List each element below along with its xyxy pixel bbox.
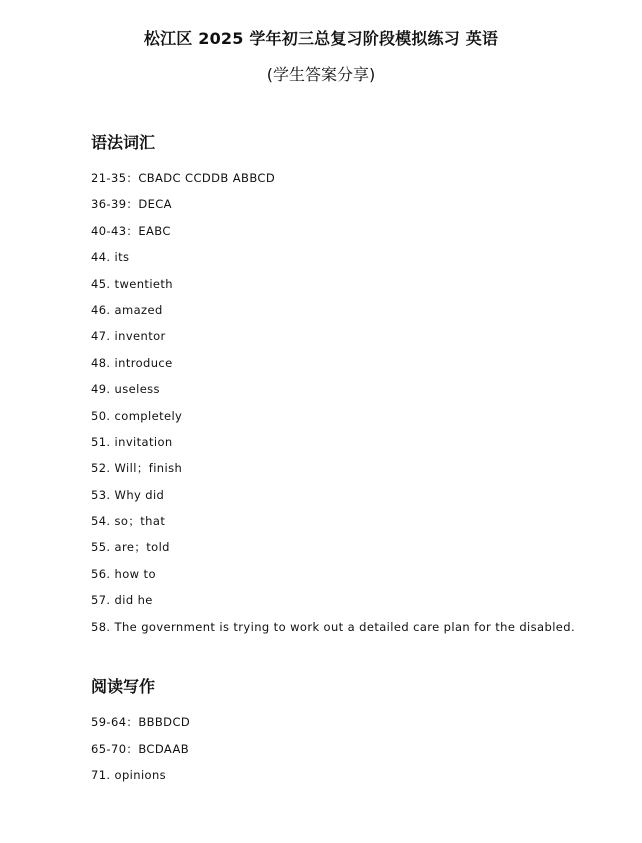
- answer-item: 52. Will；finish: [91, 461, 183, 476]
- section-heading-reading-writing: 阅读写作: [91, 677, 156, 696]
- answer-item: 54. so；that: [91, 514, 166, 529]
- answer-item: 51. invitation: [91, 434, 173, 449]
- answer-item: 36-39：DECA: [91, 197, 172, 212]
- reading-writing-answer-list: [91, 709, 190, 789]
- grammar-vocabulary-answer-list: [91, 165, 575, 640]
- answer-item: 71. opinions: [91, 768, 167, 782]
- section-heading-grammar-vocabulary: 语法词汇: [91, 133, 156, 152]
- answer-item: 58. The government is trying to work out a detailed care plan for the disabled.: [91, 619, 576, 634]
- answer-item: 49. useless: [91, 382, 160, 397]
- answer-item: 50. completely: [91, 408, 183, 423]
- answer-item: 57. did he: [91, 593, 153, 608]
- answer-item: 59-64：BBBDCD: [91, 715, 191, 729]
- answer-item: 40-43：EABC: [91, 223, 171, 238]
- answer-item: 53. Why did: [91, 487, 165, 502]
- answer-item: 65-70：BCDAAB: [91, 741, 190, 756]
- document-subtitle: (学生答案分享): [266, 65, 376, 84]
- answer-item: 55. are；told: [91, 540, 170, 555]
- answer-item: 47. inventor: [91, 329, 166, 344]
- answer-item: 45. twentieth: [91, 276, 173, 291]
- document-title: 松江区 2025 学年初三总复习阶段模拟练习 英语: [143, 29, 499, 48]
- answer-item: 46. amazed: [91, 302, 163, 317]
- answer-item: 44. its: [91, 250, 130, 265]
- answer-item: 21-35：CBADC CCDDB ABBCD: [91, 171, 276, 185]
- answer-item: 56. how to: [91, 566, 156, 581]
- answer-item: 48. introduce: [91, 355, 173, 370]
